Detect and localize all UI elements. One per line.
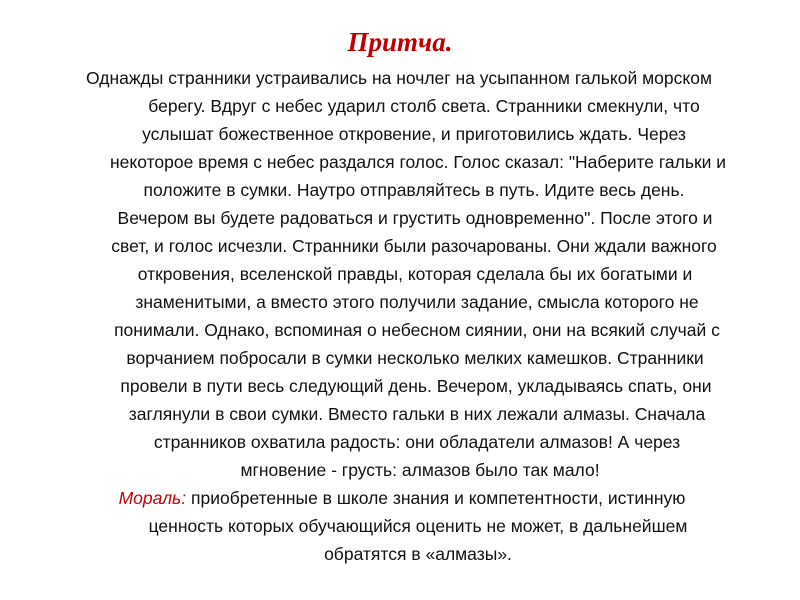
parable-line: некоторое время с небес раздался голос. Голос сказал: "Наберите гальки и <box>109 152 727 172</box>
moral-line: обратятся в «алмазы». <box>324 544 512 564</box>
moral-line <box>2 484 800 512</box>
moral-label: Мораль: <box>118 488 187 508</box>
moral-text: приобретенные в школе знания и компетентности, истинную <box>186 488 686 508</box>
parable-line: берегу. Вдруг с небес ударил столб света. Странники смекнули, что <box>148 96 700 116</box>
parable-line: заглянули в свои сумки. Вместо гальки в них лежали алмазы. Сначала <box>128 404 706 424</box>
parable-line: мгновение - грусть: алмазов было так мало! <box>240 460 600 480</box>
parable-line: провели в пути весь следующий день. Вечером, укладываясь спать, они <box>120 376 712 396</box>
parable-line: Вечером вы будете радоваться и грустить одновременно". После этого и <box>117 208 713 228</box>
parable-line: ворчанием побросали в сумки несколько мелких камешков. Странники <box>126 348 704 368</box>
parable-line: свет, и голос исчезли. Странники были разочарованы. Они ждали важного <box>111 236 717 256</box>
parable-line: знаменитыми, а вместо этого получили задание, смысла которого не <box>135 292 699 312</box>
parable-line: странников охватила радость: они обладатели алмазов! А через <box>153 432 681 452</box>
parable-line: положите в сумки. Наутро отправляйтесь в путь. Идите весь день. <box>143 180 685 200</box>
parable-line: услышат божественное откровение, и приготовились ждать. Через <box>142 124 686 144</box>
parable-line: откровения, вселенской правды, которая сделала бы их богатыми и <box>137 264 693 284</box>
slide-title: Притча. <box>347 27 453 57</box>
moral-line: ценность которых обучающийся оценить не может, в дальнейшем <box>148 516 688 536</box>
parable-line: понимали. Однако, вспоминая о небесном сиянии, они на всякий случай с <box>114 320 720 340</box>
parable-line: Однажды странники устраивались на ночлег на усыпанном галькой морском <box>86 68 712 88</box>
